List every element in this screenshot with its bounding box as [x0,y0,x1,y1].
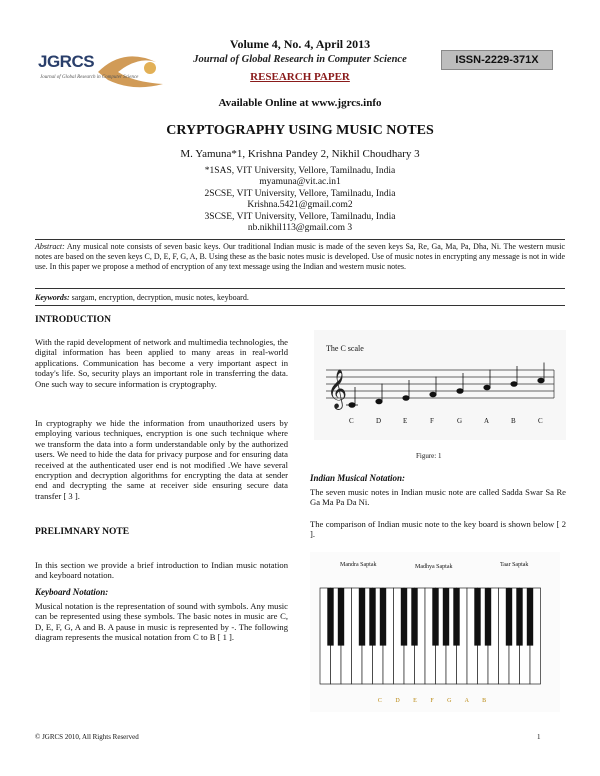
black-key [380,588,386,646]
figure-1-label: The C scale [326,344,364,353]
black-key [527,588,533,646]
journal-logo [38,42,168,112]
note-head [403,396,409,401]
black-key [474,588,480,646]
black-key [411,588,417,646]
note-label: B [511,417,516,425]
page-number: 1 [537,733,541,741]
note-label: D [376,417,382,425]
black-key [516,588,522,646]
prelim-heading: PRELIMNARY NOTE [35,527,130,537]
black-key [432,588,438,646]
intro-paragraph-2: In cryptography we hide the information from unauthorized users by employing various techniques, encryption is one such technique where we transform the data into a form understandable only by the authorized users. We need to hide the data for privacy purpose and for ensuring data received at the authenticated user end is not modified .We have several encryption and decryption algorithms for encrypting the data at sender end and decrypting the same at receiver side ensuring secure data transfer [ 3 ]. [35,418,288,501]
note-head [430,392,436,397]
logo-subtitle: Journal of Global Research in Computer Science [40,75,139,80]
paper-type: RESEARCH PAPER [250,71,350,83]
section-madhya: Madhya Saptak [415,564,453,570]
note-head [538,378,544,383]
section-mandra: Mandra Saptak [340,562,377,568]
treble-clef-icon: 𝄞 [327,369,348,409]
affiliation-1 [150,166,450,188]
abstract-label: Abstract: [35,242,65,251]
black-key [485,588,491,646]
keyboard-heading: Keyboard Notation: [35,587,109,597]
affiliation-1-email: myamuna@vit.ac.in1 [259,177,341,187]
black-key [453,588,459,646]
journal-name: Journal of Global Research in Computer Science [193,54,407,65]
note-label: C [349,417,354,425]
keywords [35,293,565,302]
section-taar: Taar Saptak [500,562,529,568]
black-key [401,588,407,646]
author-list: M. Yamuna*1, Krishna Pandey 2, Nikhil Choudhary 3 [180,148,420,160]
black-key [506,588,512,646]
note-head [376,399,382,404]
keyboard-paragraph: Musical notation is the representation of sound with symbols. Any music can be represented using these symbols. The basic notes in music are C, D, E, F, G, A and B. A pause in music is represented by -. The following diagram represents the musical notation from C to B [ 1 ]. [35,601,288,643]
indian-heading: Indian Musical Notation: [310,473,406,483]
black-key [359,588,365,646]
figure-1-staff [314,330,566,440]
keyboard-bottom-notes: C D E F G A B [377,698,493,704]
note-label: C [538,417,543,425]
note-head [484,385,490,390]
abstract [35,242,565,272]
volume-line: Volume 4, No. 4, April 2013 [229,37,371,51]
affiliation-2 [150,189,450,211]
affiliation-3-email: nb.nikhil113@gmail.com 3 [247,223,353,233]
affiliation-2-email: Krishna.5421@gmail.com2 [247,200,353,210]
note-label: A [484,417,490,425]
affiliation-3 [150,212,450,234]
note-head [511,382,517,387]
intro-heading: INTRODUCTION [35,315,112,325]
indian-paragraph-2: The comparison of Indian music note to the key board is shown below [ 2 ]. [310,519,566,540]
available-online: Available Online at www.jgrcs.info [218,97,382,109]
note-label: G [457,417,463,425]
note-head [457,389,463,394]
keywords-rule [35,305,565,306]
intro-paragraph-1: With the rapid development of network and multimedia technologies, the digital information has been applied to many areas in real-world applications. Communication has become a very important aspect in today's life. So, security plays an important role in transferring the data. One such way to secure information is cryptography. [35,337,288,389]
figure-2-keyboard [310,552,560,712]
figure-1-note-labels [314,417,566,429]
affiliation-2-line1: 2SCSE, VIT University, Vellore, Tamilnadu, India [204,189,396,199]
abstract-top-rule [35,239,565,240]
footer-copyright: © JGRCS 2010, All Rights Reserved [35,733,139,741]
black-key [327,588,333,646]
figure-1-caption: Figure: 1 [416,452,442,460]
prelim-paragraph: In this section we provide a brief introduction to Indian music notation and keyboard notation. [35,560,288,581]
piano-keyboard-diagram [310,552,560,712]
issn-badge: ISSN-2229-371X [441,50,553,70]
note-label: F [430,417,434,425]
keywords-text: sargam, encryption, decryption, music notes, keyboard. [69,293,249,302]
note-label: E [403,417,408,425]
indian-paragraph-1: The seven music notes in Indian music note are called Sadda Swar Sa Re Ga Ma Pa Da Ni. [310,487,566,508]
black-key [443,588,449,646]
abstract-text: Any musical note consists of seven basic keys. Our traditional Indian music is made of the seven keys Sa, Re, Ga, Ma, Pa, Dha, Ni. The western music notes are based on the seven keys C, D, E, F, G, A, B. Using these as the basic notes music is developed. Use of music notes in encrypting any message is not in wide use. In this paper we propose a method of encryption of any text message using the Indian and western music notes. [35,242,565,271]
affiliation-3-line1: 3SCSE, VIT University, Vellore, Tamilnadu, India [204,212,396,222]
black-key [338,588,344,646]
abstract-bottom-rule [35,288,565,289]
paper-title: CRYPTOGRAPHY USING MUSIC NOTES [166,123,434,138]
keywords-label: Keywords: [35,293,70,302]
affiliation-1-line1: *1SAS, VIT University, Vellore, Tamilnadu, India [204,166,396,176]
black-key [369,588,375,646]
logo-text: JGRCS [38,52,95,71]
